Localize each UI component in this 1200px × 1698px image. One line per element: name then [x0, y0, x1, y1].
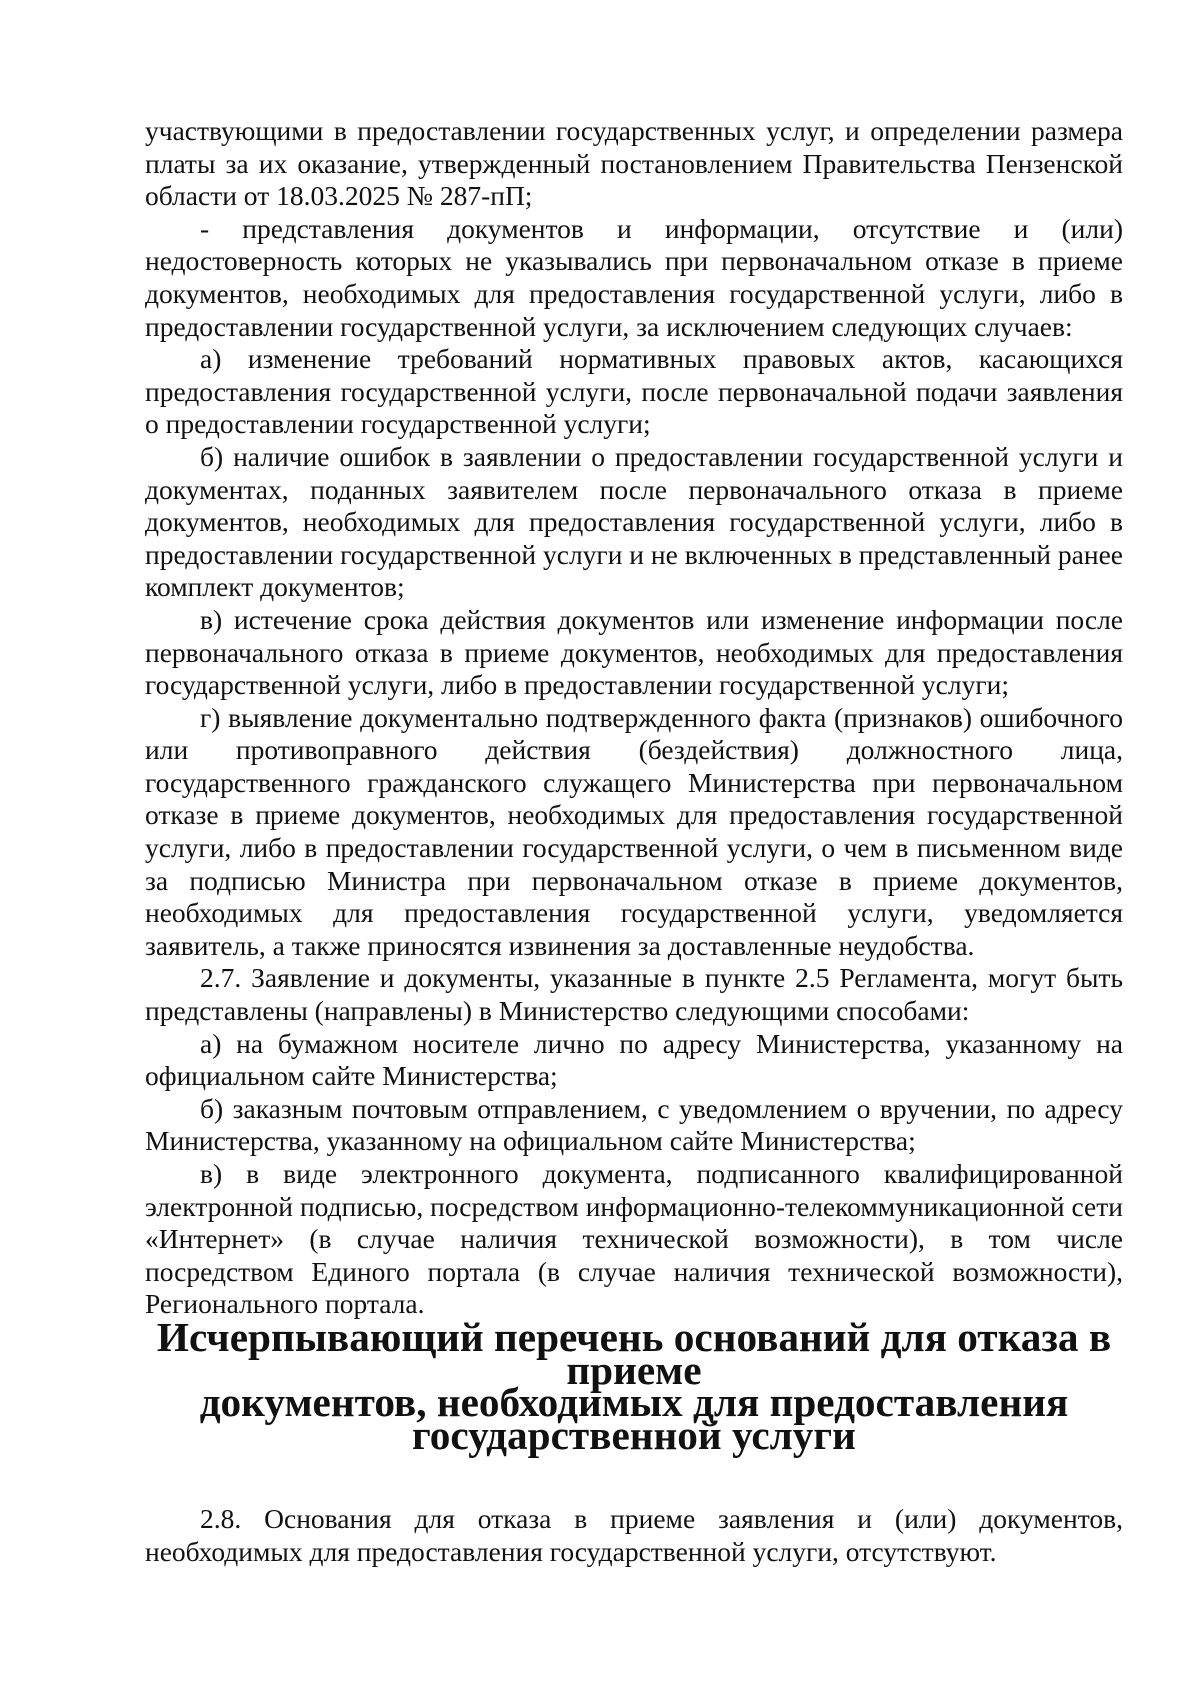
paragraph-subitem-v: в) истечение срока действия документов или изменение информации после первоначального отказа в приеме документов, необходимых для предоставления государственной услуги, либо в предоставлении государственной услуги; — [145, 603, 1123, 701]
section-heading — [145, 1313, 1123, 1458]
paragraph-list-item: - представления документов и информации, отсутствие и (или) недостоверность которых не указывались при первоначальном отказе в приеме документов, необходимых для предоставления государственной услуги, либо в предоставлении государственной услуги, за исключением следующих случаев: — [145, 212, 1123, 342]
paragraph-method-b: б) заказным почтовым отправлением, с уведомлением о вручении, по адресу Министерства, указанному на официальном сайте Министерства; — [145, 1092, 1123, 1157]
document-page — [145, 115, 1123, 1569]
paragraph-subitem-g: г) выявление документально подтвержденного факта (признаков) ошибочного или противоправного действия (бездействия) должностного лица, государственного гражданского служащего Министерства при первоначальном отказе в приеме документов, необходимых для предоставления государственной услуги, либо в предоставлении государственной услуги, о чем в письменном виде за подписью Министра при первоначальном отказе в приеме документов, необходимых для предоставления государственной услуги, уведомляется заявитель, а также приносятся извинения за доставленные неудобства. — [145, 701, 1123, 961]
section-heading-line: документов, необходимых для предоставления — [199, 1379, 1069, 1426]
section-heading-line: государственной услуги — [412, 1411, 856, 1458]
paragraph-clause-2-8: 2.8. Основания для отказа в приеме заявления и (или) документов, необходимых для предоставления государственной услуги, отсутствуют. — [145, 1503, 1123, 1567]
paragraph-method-v: в) в виде электронного документа, подписанного квалифицированной электронной подписью, посредством информационно-телекоммуникационной сети «Интернет» (в случае наличия технической возможности), в том числе посредством Единого портала (в случае наличия технической возможности), Регионального портала. — [145, 1158, 1123, 1320]
paragraph-subitem-b: б) наличие ошибок в заявлении о предоставлении государственной услуги и документах, поданных заявителем после первоначального отказа в приеме документов, необходимых для предоставления государственной услуги, либо в предоставлении государственной услуги и не включенных в представленный ранее комплект документов; — [145, 440, 1123, 603]
paragraph-method-a: а) на бумажном носителе лично по адресу Министерства, указанному на официальном сайте Министерства; — [145, 1027, 1123, 1092]
paragraph-continuation: участвующими в предоставлении государственных услуг, и определении размера платы за их оказание, утвержденный постановлением Правительства Пензенской области от 18.03.2025 № 287-пП; — [145, 115, 1123, 212]
paragraph-subitem-a: а) изменение требований нормативных правовых актов, касающихся предоставления государственной услуги, после первоначальной подачи заявления о предоставлении государственной услуги; — [145, 343, 1123, 440]
section-spacer — [145, 1451, 1123, 1503]
paragraph-clause-2-7: 2.7. Заявление и документы, указанные в пункте 2.5 Регламента, могут быть представлены (направлены) в Министерство следующими способами: — [145, 962, 1123, 1027]
section-heading-line: Исчерпывающий перечень оснований для отказа в приеме — [156, 1313, 1112, 1393]
